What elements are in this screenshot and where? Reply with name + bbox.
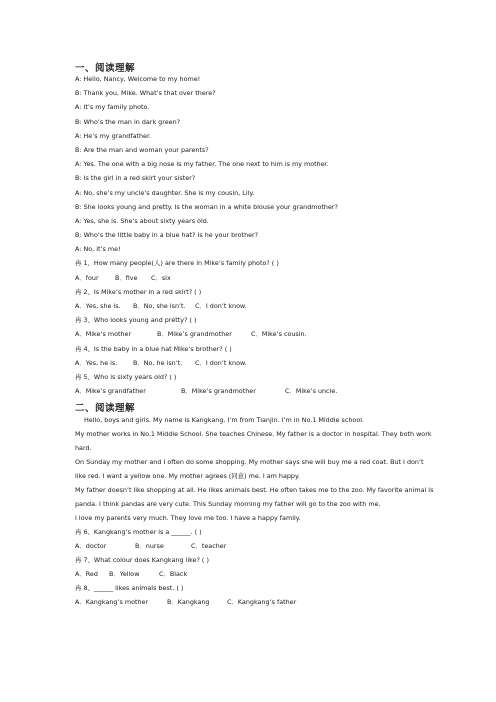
option-a[interactable]: A．Yes, she is. bbox=[75, 302, 121, 310]
question-prefix: 冉 bbox=[75, 316, 82, 325]
dialogue-line: B: She looks young and pretty. Is the woman in a white blouse your grandmother? bbox=[75, 202, 338, 211]
option-b[interactable]: B．Mike’s grandmother bbox=[157, 330, 232, 339]
dialogue-line: B: Who’s the man in dark green? bbox=[75, 117, 181, 126]
passage-paragraph: Hello, boys and girls. My name is Kangkang. I’m from Tianjin. I’m in No.1 Middle school. bbox=[84, 416, 365, 424]
question-7-options bbox=[75, 567, 435, 581]
question-3-options bbox=[75, 327, 425, 341]
dialogue-line: B: Are the man and woman your parents? bbox=[75, 145, 209, 154]
question-8-options bbox=[75, 595, 435, 609]
question-prefix: 冉 bbox=[75, 584, 82, 592]
question-5 bbox=[75, 370, 425, 384]
question-2 bbox=[75, 285, 425, 299]
question-3 bbox=[75, 313, 425, 327]
option-c[interactable]: C．Mike’s cousin. bbox=[251, 330, 307, 339]
option-a[interactable]: A．Mike’s mother bbox=[75, 330, 132, 339]
question-6-options bbox=[75, 539, 435, 553]
section-1-body bbox=[75, 72, 425, 398]
dialogue-line: A: It’s my family photo. bbox=[75, 103, 150, 112]
question-1 bbox=[75, 256, 425, 270]
question-prefix: 冉 bbox=[75, 528, 82, 536]
option-a[interactable]: A．four bbox=[75, 273, 99, 282]
option-a[interactable]: A．Red bbox=[75, 570, 98, 578]
option-b[interactable]: B．No, he isn’t. bbox=[133, 358, 183, 367]
section-2-heading: 二、阅读理解 bbox=[75, 403, 136, 414]
option-a[interactable]: A．doctor bbox=[75, 542, 107, 550]
option-b[interactable]: B．No, she isn’t. bbox=[133, 302, 186, 310]
dialogue-line: A: Yes. The one with a big nose is my father. The one next to him is my mother. bbox=[75, 160, 329, 169]
option-a[interactable]: A．Mike’s grandfather bbox=[75, 387, 146, 396]
dialogue-line: B: Is the girl in a red skirt your sister? bbox=[75, 174, 196, 183]
option-c[interactable]: C．Mike’s uncle. bbox=[285, 387, 338, 396]
dialogue-line: A: No, it’s me! bbox=[75, 245, 121, 254]
section-2-body bbox=[75, 413, 435, 609]
option-b[interactable]: B．nurse bbox=[135, 542, 164, 550]
question-4-options bbox=[75, 356, 425, 370]
passage-paragraph: My mother works in No.1 Middle School. She teaches Chinese. My father is a doctor in hospital. They both work hard. bbox=[75, 430, 432, 452]
option-c[interactable]: C．Black bbox=[159, 570, 188, 578]
option-b[interactable]: B．Mike’s grandmother bbox=[181, 387, 256, 396]
section-1-heading: 一、阅读理解 bbox=[75, 63, 136, 74]
question-prefix: 冉 bbox=[75, 259, 82, 268]
option-c[interactable]: C．teacher bbox=[191, 542, 227, 550]
option-b[interactable]: B．Kangkang bbox=[167, 598, 210, 606]
option-c[interactable]: C．Kangkang’s father bbox=[227, 598, 297, 606]
question-2-options bbox=[75, 299, 425, 313]
passage-paragraph: My father doesn’t like shopping at all. He likes animals best. He often takes me to the zoo. My favorite animal is panda. I think pandas are very cute. This Sunday morning my father will go to the zoo with me. bbox=[75, 486, 434, 508]
question-text: 6、Kangkang’s mother is a ______. ( ) bbox=[83, 528, 202, 536]
question-1-options bbox=[75, 271, 425, 285]
question-prefix: 冉 bbox=[75, 287, 82, 296]
passage-paragraph: On Sunday my mother and I often do some shopping. My mother says she will buy me a red coat. But I don’t like red. I want a yellow one. My mother agrees (同意) me. I am happy. bbox=[75, 458, 424, 480]
dialogue-line: B: Who’s the little baby in a blue hat? Is he your brother? bbox=[75, 231, 259, 240]
question-8 bbox=[75, 581, 435, 595]
question-text: 8、______ likes animals best. ( ) bbox=[83, 584, 184, 592]
question-text: 5、Who is sixty years old? ( ) bbox=[83, 372, 177, 381]
option-a[interactable]: A．Yes, he is. bbox=[75, 358, 118, 367]
question-prefix: 冉 bbox=[75, 556, 82, 564]
question-prefix: 冉 bbox=[75, 372, 82, 381]
question-text: 7、What colour does Kangkang like? ( ) bbox=[83, 556, 209, 564]
dialogue-line: B: Thank you, Mike. What’s that over there? bbox=[75, 89, 216, 98]
option-c[interactable]: C．I don’t know. bbox=[195, 358, 247, 367]
passage-paragraph: I love my parents very much. They love me too. I have a happy family. bbox=[75, 514, 301, 522]
question-5-options bbox=[75, 384, 425, 398]
question-text: 1、How many people(人) are there in Mike’s family photo? ( ) bbox=[83, 259, 279, 268]
question-text: 2、Is Mike’s mother in a red skirt? ( ) bbox=[83, 287, 202, 296]
option-a[interactable]: A．Kangkang’s mother bbox=[75, 598, 149, 606]
dialogue-line: A: He’s my grandfather. bbox=[75, 131, 152, 140]
option-b[interactable]: B．Yellow bbox=[109, 570, 140, 578]
question-6 bbox=[75, 525, 435, 539]
option-c[interactable]: C．I don’t know. bbox=[195, 302, 247, 310]
option-c[interactable]: C．six bbox=[151, 273, 171, 282]
dialogue-line: A: Hello, Nancy, Welcome to my home! bbox=[75, 75, 201, 83]
dialogue-line: A: Yes, she is. She’s about sixty years old. bbox=[75, 216, 209, 225]
question-prefix: 冉 bbox=[75, 344, 82, 353]
option-b[interactable]: B．five bbox=[115, 273, 138, 282]
question-4 bbox=[75, 342, 425, 356]
question-7 bbox=[75, 553, 435, 567]
question-text: 3、Who looks young and pretty? ( ) bbox=[83, 316, 197, 325]
question-text: 4、Is the baby in a blue hat Mike’s brother? ( ) bbox=[83, 344, 232, 353]
dialogue-line: A: No, she’s my uncle’s daughter. She is my cousin, Lily. bbox=[75, 188, 255, 197]
